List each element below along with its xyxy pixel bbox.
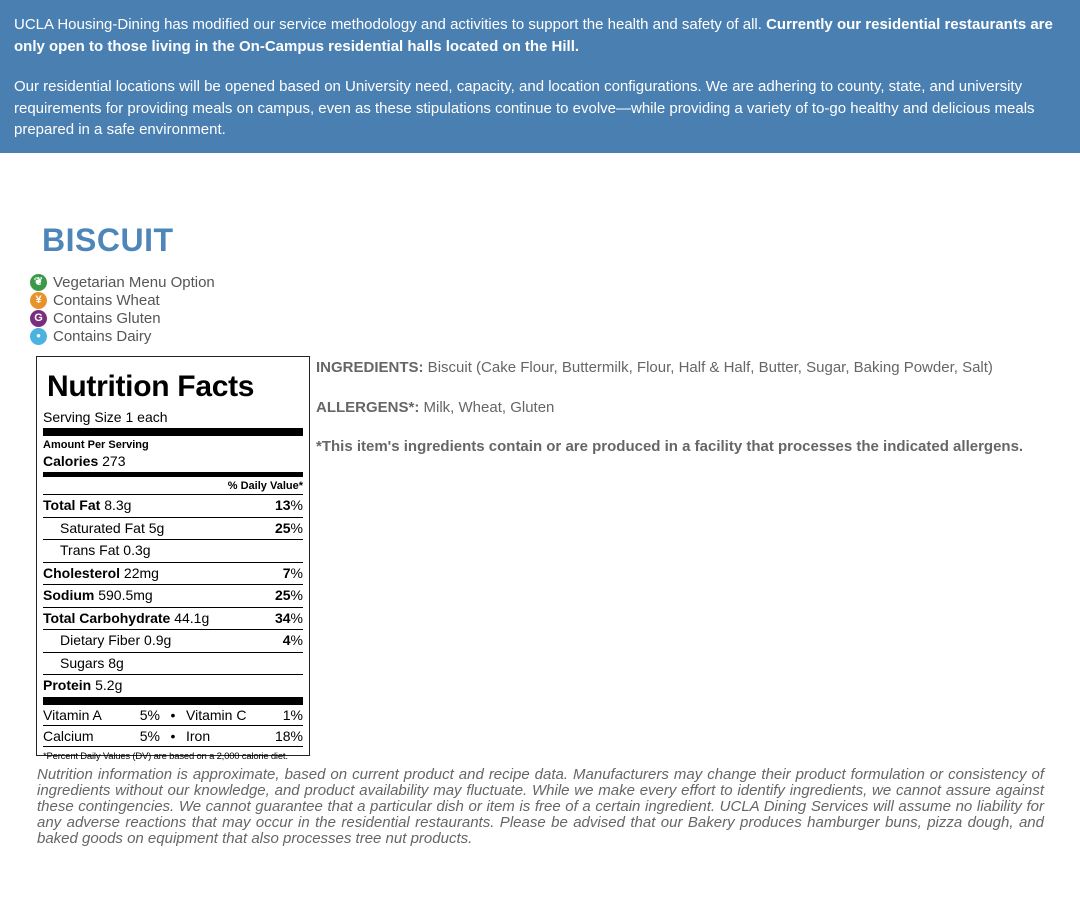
nutrient-value: 0.3g xyxy=(123,542,151,558)
nutrient-row-saturated-fat xyxy=(43,518,303,541)
vitamin-label: Vitamin A xyxy=(43,706,102,723)
nutrient-label: Cholesterol xyxy=(43,564,121,581)
nutrient-value: 8g xyxy=(108,654,124,671)
percent-sign: % xyxy=(290,519,303,536)
ingredients xyxy=(316,358,1056,378)
nutrient-value: 5.2g xyxy=(95,677,123,693)
vitamin-value: 1% xyxy=(282,706,303,723)
percent-sign: % xyxy=(290,564,303,581)
nutrient-row-dietary-fiber xyxy=(43,630,303,653)
percent-sign: % xyxy=(290,609,303,626)
nutrient-row-sodium xyxy=(43,585,303,608)
allergens-text: Milk, Wheat, Gluten xyxy=(419,398,555,416)
banner-paragraph-2: Our residential locations will be opened based on University need, capacity, and location configurations. We are adhering to county, state, and university requirements for providing meals on campus, even as these stipulations continue to evolve—while providing a variety of to-go healthy and delicious meals prepared in a safe environment. xyxy=(14,78,1035,138)
nutrient-row-trans-fat xyxy=(43,540,303,563)
item-info xyxy=(316,358,1056,477)
daily-value-header: % Daily Value* xyxy=(43,477,303,495)
legend-label: Contains Dairy xyxy=(53,327,152,345)
nutrient-value: 590.5mg xyxy=(98,587,153,603)
item-title: BISCUIT xyxy=(42,222,174,258)
nutrient-value: 5g xyxy=(148,519,165,536)
nutrient-row-total-fat xyxy=(43,495,303,518)
facility-note-text: *This item's ingredients contain or are produced in a facility that processes the indicated allergens. xyxy=(316,438,1024,455)
nutrient-value: 44.1g xyxy=(174,609,210,626)
legend-item-dairy xyxy=(30,327,215,345)
bullet-separator: • xyxy=(170,706,176,723)
percent-sign: % xyxy=(290,632,303,648)
nutrient-label: Total Fat xyxy=(43,497,101,513)
legend-item-wheat xyxy=(30,291,215,309)
leaf-icon: ❦ xyxy=(30,274,47,291)
nutrient-value: 22mg xyxy=(123,564,159,581)
allergens xyxy=(316,398,1056,418)
nutrient-label: Sodium xyxy=(43,587,95,603)
legend-label: Vegetarian Menu Option xyxy=(53,273,215,291)
nutrient-row-total-carbohydrate xyxy=(43,608,303,631)
allergens-label: ALLERGENS*: xyxy=(316,398,420,416)
vitamin-label: Vitamin C xyxy=(186,706,247,723)
nutrient-dv: 7 xyxy=(282,564,291,581)
nutrient-label: Dietary Fiber xyxy=(60,632,141,648)
nutrient-label: Protein xyxy=(43,677,92,693)
calories-value: 273 xyxy=(102,453,126,469)
bullet-separator: • xyxy=(170,727,176,744)
banner-bold-text: Currently our residential restaurants are only open to those living in the On-Campus residential halls located on the Hill. xyxy=(14,16,1053,55)
legend-item-gluten xyxy=(30,309,215,327)
nutrient-dv: 25 xyxy=(274,519,291,536)
vitamin-row xyxy=(43,726,303,747)
nutrient-row-protein xyxy=(43,675,303,705)
ingredients-text: Biscuit (Cake Flour, Buttermilk, Flour, Half & Half, Butter, Sugar, Baking Powder, Salt) xyxy=(423,359,993,376)
legend-label: Contains Gluten xyxy=(53,309,161,327)
facility-note xyxy=(316,437,1056,457)
banner-paragraph-1 xyxy=(14,14,1066,57)
covid-notice-banner xyxy=(0,0,1080,153)
legend-item-vegetarian xyxy=(30,273,215,291)
percent-sign: % xyxy=(290,497,303,513)
nutrient-label: Sugars xyxy=(60,654,105,671)
wheat-icon: ¥ xyxy=(30,292,47,309)
nutrient-label: Saturated Fat xyxy=(60,519,145,536)
calories-row xyxy=(43,452,303,477)
gluten-icon: G xyxy=(30,310,47,327)
legend-label: Contains Wheat xyxy=(53,291,160,309)
vitamin-value: 18% xyxy=(274,727,303,744)
nutrient-dv: 25 xyxy=(274,587,291,603)
calories-label: Calories xyxy=(43,453,99,469)
vitamin-value: 5% xyxy=(139,727,160,744)
ingredients-label: INGREDIENTS: xyxy=(316,359,424,376)
nutrition-facts-title: Nutrition Facts xyxy=(47,370,255,403)
nutrient-value: 8.3g xyxy=(104,497,132,513)
nutrient-dv: 13 xyxy=(274,497,291,513)
percent-sign: % xyxy=(290,587,303,603)
nutrient-label: Trans Fat xyxy=(60,542,120,558)
dairy-icon: ● xyxy=(30,328,47,345)
nutrition-facts-panel xyxy=(36,356,310,762)
nutrient-row-cholesterol xyxy=(43,563,303,586)
amount-per-serving: Amount Per Serving xyxy=(43,439,149,451)
vitamin-row xyxy=(43,705,303,726)
nutrient-dv: 34 xyxy=(274,609,291,626)
dietary-legend xyxy=(30,273,215,345)
nutrition-disclaimer: Nutrition information is approximate, based on current product and recipe data. Manufacturers may change their product formulation or consistency of ingredients without our knowledge, and product availability may fluctuate. While we make every effort to identify ingredients, we cannot assure against these contingencies. We cannot guarantee that a particular dish or item is free of a certain ingredient. UCLA Dining Services will assume no liability for any adverse reactions that may occur in the residential restaurants. Please be advised that our Bakery produces hamburger buns, pizza dough, and baked goods on equipment that also processes tree nut products. xyxy=(37,766,1044,847)
vitamin-value: 5% xyxy=(139,706,160,723)
daily-value-footnote: *Percent Daily Values (DV) are based on a 2,000 calorie diet. xyxy=(43,750,288,762)
vitamin-label: Iron xyxy=(186,727,211,744)
banner-text: UCLA Housing-Dining has modified our service methodology and activities to support the health and safety of all. xyxy=(14,16,767,33)
nutrient-label: Total Carbohydrate xyxy=(43,609,171,626)
nutrient-dv: 4 xyxy=(282,632,291,648)
serving-size: Serving Size 1 each xyxy=(43,409,303,436)
nutrient-value: 0.9g xyxy=(144,632,172,648)
nutrient-row-sugars xyxy=(43,653,303,676)
vitamin-label: Calcium xyxy=(43,727,94,744)
